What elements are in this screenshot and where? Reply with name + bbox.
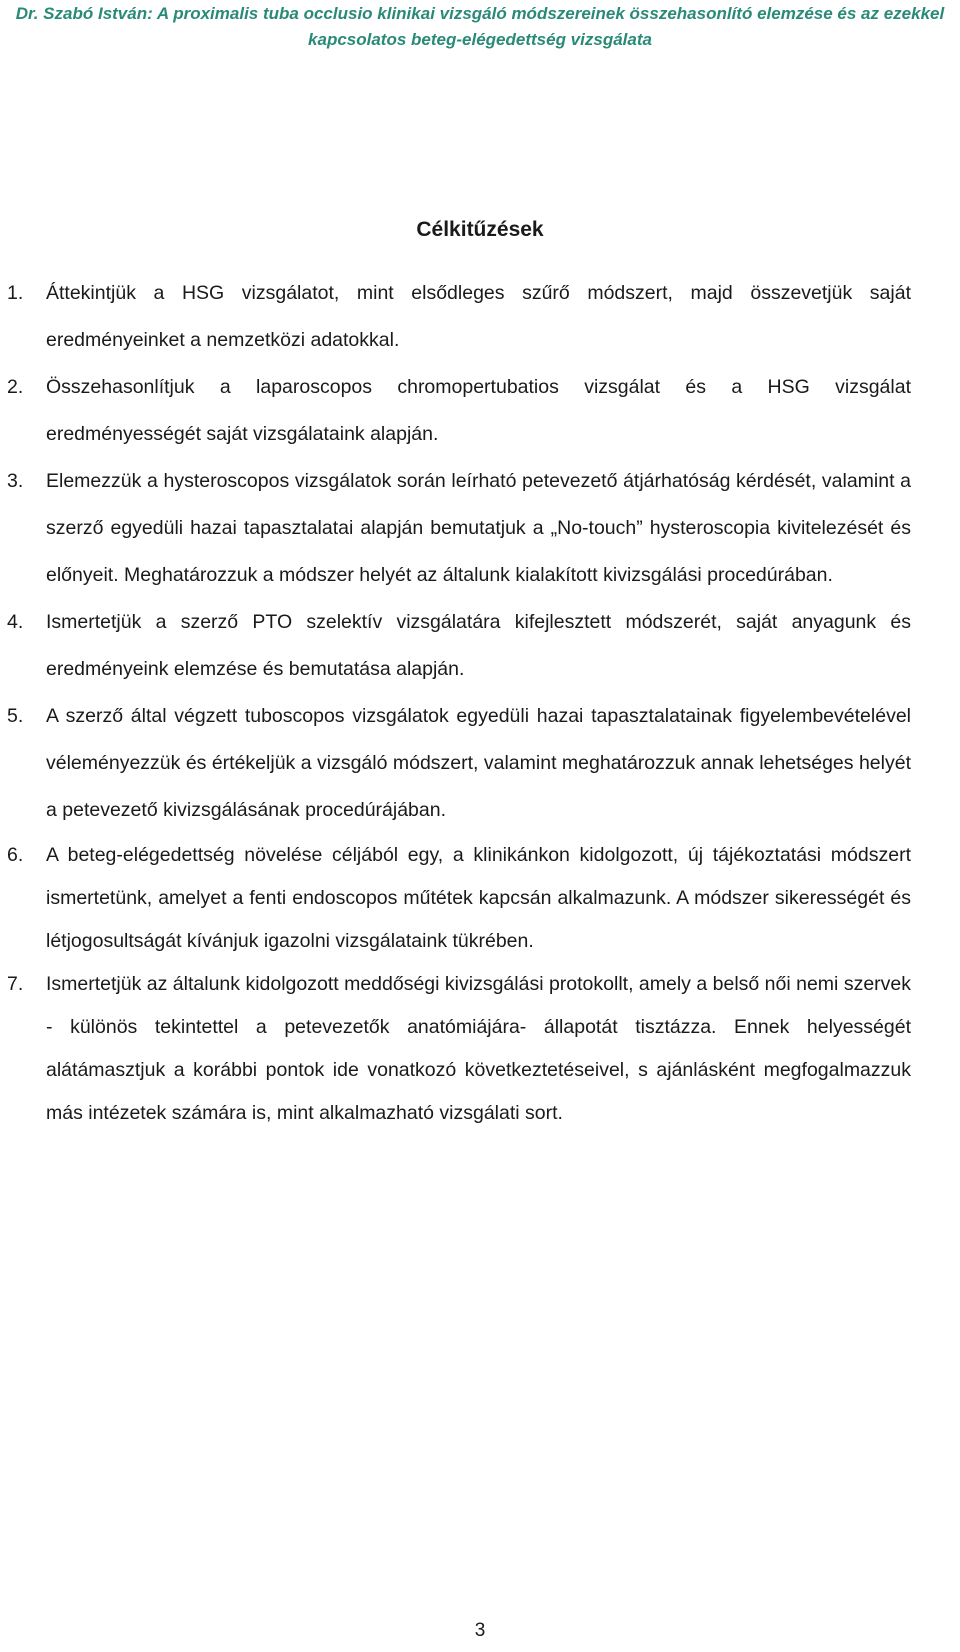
objective-item (0, 834, 911, 963)
objective-item (0, 693, 911, 834)
objective-number: 7. (7, 973, 24, 995)
objective-text: A szerző által végzett tuboscopos vizsgálatok egyedüli hazai tapasztalatainak figyelembevételével véleményezzük és értékeljük a vizsgáló módszert, valamint meghatározzuk annak lehetséges helyét a petevezető kivizsgálásának procedúrájában. (46, 705, 911, 821)
objective-number: 3. (7, 470, 24, 492)
objective-number: 5. (7, 705, 24, 727)
running-header-line-2: kapcsolatos beteg-elégedettség vizsgálata (308, 30, 652, 49)
running-header (0, 0, 960, 53)
objective-number: 4. (7, 611, 24, 633)
objective-text: Ismertetjük az általunk kidolgozott meddőségi kivizsgálási protokollt, amely a belső női nemi szervek - különös tekintettel a petevezetők anatómiájára- állapotát tisztázza. Ennek helyességét alátámasztjuk a korábbi pontok ide vonatkozó következtetéseivel, s ajánlásként megfogalmazzuk más intézetek számára is, mint alkalmazható vizsgálati sort. (46, 973, 911, 1124)
running-header-line-1: Dr. Szabó István: A proximalis tuba occlusio klinikai vizsgáló módszereinek összehasonlító elemzése és az ezekkel (15, 4, 945, 23)
objective-number: 2. (7, 376, 24, 398)
page-number: 3 (474, 1620, 486, 1641)
objective-number: 1. (7, 282, 24, 304)
objective-text: Ismertetjük a szerző PTO szelektív vizsgálatára kifejlesztett módszerét, saját anyagunk és eredményeink elemzése és bemutatása alapján. (46, 611, 911, 680)
objective-text: Elemezzük a hysteroscopos vizsgálatok során leírható petevezető átjárhatóság kérdését, valamint a szerző egyedüli hazai tapasztalatai alapján bemutatjuk a „No-touch” hysteroscopia kivitelezését és előnyeit. Meghatározzuk a módszer helyét az általunk kialakított kivizsgálási procedúrában. (46, 470, 911, 586)
objective-item (0, 270, 911, 364)
objective-text: Áttekintjük a HSG vizsgálatot, mint elsődleges szűrő módszert, majd összevetjük saját eredményeinket a nemzetközi adatokkal. (46, 282, 911, 351)
objective-text: Összehasonlítjuk a laparoscopos chromopertubatios vizsgálat és a HSG vizsgálat eredményességét saját vizsgálataink alapján. (46, 376, 911, 445)
objective-item (0, 458, 911, 599)
objectives-list (0, 270, 960, 1135)
objective-text: A beteg-elégedettség növelése céljából egy, a klinikánkon kidolgozott, új tájékoztatási módszert ismertetünk, amelyet a fenti endoscopos műtétek kapcsán alkalmazunk. A módszer sikerességét és létjogosultságát kívánjuk igazolni vizsgálataink tükrében. (46, 844, 911, 952)
section-title: Célkitűzések (416, 218, 544, 241)
objective-item (0, 963, 911, 1135)
objective-item (0, 364, 911, 458)
objective-number: 6. (7, 844, 24, 866)
objective-item (0, 599, 911, 693)
